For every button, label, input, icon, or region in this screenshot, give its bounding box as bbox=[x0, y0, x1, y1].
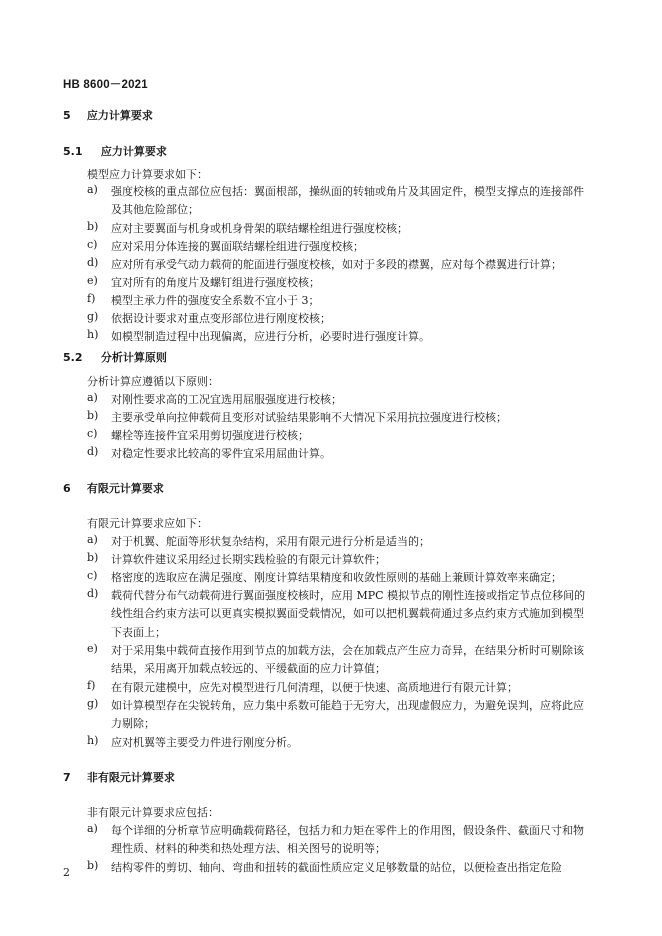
list-marker: c) bbox=[87, 569, 98, 582]
list-text: 宜对所有的角度片及螺钉组进行强度校核； bbox=[111, 276, 320, 289]
list-text: 应对所有承受气动力载荷的舵面进行强度校核，如对于多段的襟翼，应对每个襟翼进行计算； bbox=[111, 258, 562, 271]
section-number: 6 bbox=[63, 482, 71, 495]
list-marker: b) bbox=[87, 551, 99, 564]
list-text: 应对机翼等主要受力件进行刚度分析。 bbox=[111, 736, 298, 749]
list-marker: h) bbox=[87, 328, 99, 341]
paragraph: 有限元计算要求应如下： bbox=[87, 517, 208, 530]
list-text: 如模型制造过程中出现偏离，应进行分析，必要时进行强度计算。 bbox=[111, 330, 430, 343]
list-text: 模型主承力件的强度安全系数不宜小于 3； bbox=[111, 294, 320, 307]
section-number: 5 bbox=[63, 109, 71, 122]
list-marker: d) bbox=[87, 256, 99, 269]
list-marker: d) bbox=[87, 445, 99, 458]
list-text: 对刚性要求高的工况宜选用屈服强度进行校核； bbox=[111, 393, 342, 406]
list-marker: b) bbox=[87, 409, 99, 422]
section-number: 5.2 bbox=[63, 351, 83, 364]
section-number: 7 bbox=[63, 771, 71, 784]
list-marker: a) bbox=[87, 391, 98, 404]
paragraph: 非有限元计算要求应包括： bbox=[87, 806, 219, 819]
list-text: 螺栓等连接件宜采用剪切强度进行校核； bbox=[111, 429, 309, 442]
list-marker: a) bbox=[87, 822, 98, 835]
standard-code: HB 8600－2021 bbox=[63, 79, 148, 91]
list-text: 对稳定性要求比较高的零件宜采用屈曲计算。 bbox=[111, 447, 331, 460]
list-marker: a) bbox=[87, 533, 98, 546]
list-text: 在有限元建模中，应先对模型进行几何清理，以便于快速、高质地进行有限元计算； bbox=[111, 681, 518, 694]
section-heading bbox=[63, 769, 175, 785]
list-text: 如计算模型存在尖锐转角，应力集中系数可能趋于无穷大，出现虚假应力，为避免误判，应将此应力剔除； bbox=[111, 699, 584, 731]
list-marker: f) bbox=[87, 292, 96, 305]
section-title: 应力计算要求 bbox=[86, 109, 153, 122]
section-heading bbox=[63, 107, 153, 123]
list-marker: a) bbox=[87, 183, 98, 196]
section-title: 分析计算原则 bbox=[100, 351, 167, 364]
list-text: 结构零件的剪切、轴向、弯曲和扭转的截面性质应定义足够数量的站位，以便检查出指定危险 bbox=[111, 861, 562, 874]
list-text: 载荷代替分布气动载荷进行翼面强度校核时，应用 MPC 模拟节点的刚性连接或指定节点位移间的线性组合约束方法可以更真实模拟翼面受载情况，如可以把机翼载荷通过多点约束方式施加到模型下表面上； bbox=[111, 589, 586, 639]
list-marker: b) bbox=[87, 220, 99, 233]
list-marker: h) bbox=[87, 734, 99, 747]
section-heading bbox=[63, 480, 164, 496]
list-text: 对于机翼、舵面等形状复杂结构，采用有限元进行分析是适当的； bbox=[111, 535, 430, 548]
list-marker: g) bbox=[87, 697, 99, 710]
list-marker: f) bbox=[87, 679, 96, 692]
paragraph: 分析计算应遵循以下原则： bbox=[87, 375, 219, 388]
list-text: 格密度的选取应在满足强度、刚度计算结果精度和收敛性原则的基础上兼顾计算效率来确定； bbox=[111, 571, 562, 584]
list-marker: e) bbox=[87, 274, 98, 287]
list-text: 每个详细的分析章节应明确载荷路径，包括力和力矩在零件上的作用图，假设条件、截面尺寸和物理性质、材料的种类和热处理方法、相关图号的说明等； bbox=[111, 824, 584, 856]
subsection-heading bbox=[63, 349, 167, 365]
section-title: 有限元计算要求 bbox=[86, 482, 164, 495]
section-title: 非有限元计算要求 bbox=[86, 771, 175, 784]
list-marker: c) bbox=[87, 238, 98, 251]
page-number: 2 bbox=[63, 866, 70, 879]
list-text: 强度校核的重点部位应包括：翼面根部，操纵面的转轴或角片及其固定件，模型支撑点的连接部件及其他危险部位； bbox=[111, 185, 584, 217]
list-marker: e) bbox=[87, 642, 98, 655]
paragraph: 模型应力计算要求如下： bbox=[87, 168, 208, 181]
list-text: 应对采用分体连接的翼面联结螺栓组进行强度校核； bbox=[111, 240, 364, 253]
list-marker: g) bbox=[87, 310, 99, 323]
list-text: 应对主要翼面与机身或机身骨架的联结螺栓组进行强度校核； bbox=[111, 222, 408, 235]
list-text: 主要承受单向拉伸载荷且变形对试验结果影响不大情况下采用抗拉强度进行校核； bbox=[111, 411, 507, 424]
subsection-heading bbox=[63, 143, 167, 159]
list-marker: b) bbox=[87, 859, 99, 872]
section-number: 5.1 bbox=[63, 145, 83, 158]
list-marker: c) bbox=[87, 427, 98, 440]
list-text: 依据设计要求对重点变形部位进行刚度校核； bbox=[111, 312, 331, 325]
list-marker: d) bbox=[87, 587, 99, 600]
list-text: 计算软件建议采用经过长期实践检验的有限元计算软件； bbox=[111, 553, 386, 566]
section-title: 应力计算要求 bbox=[100, 145, 167, 158]
list-text: 对于采用集中载荷直接作用到节点的加载方法，会在加载点产生应力奇异，在结果分析时可剔除该结果，采用离开加载点较远的、平缓截面的应力计算值； bbox=[111, 644, 584, 676]
